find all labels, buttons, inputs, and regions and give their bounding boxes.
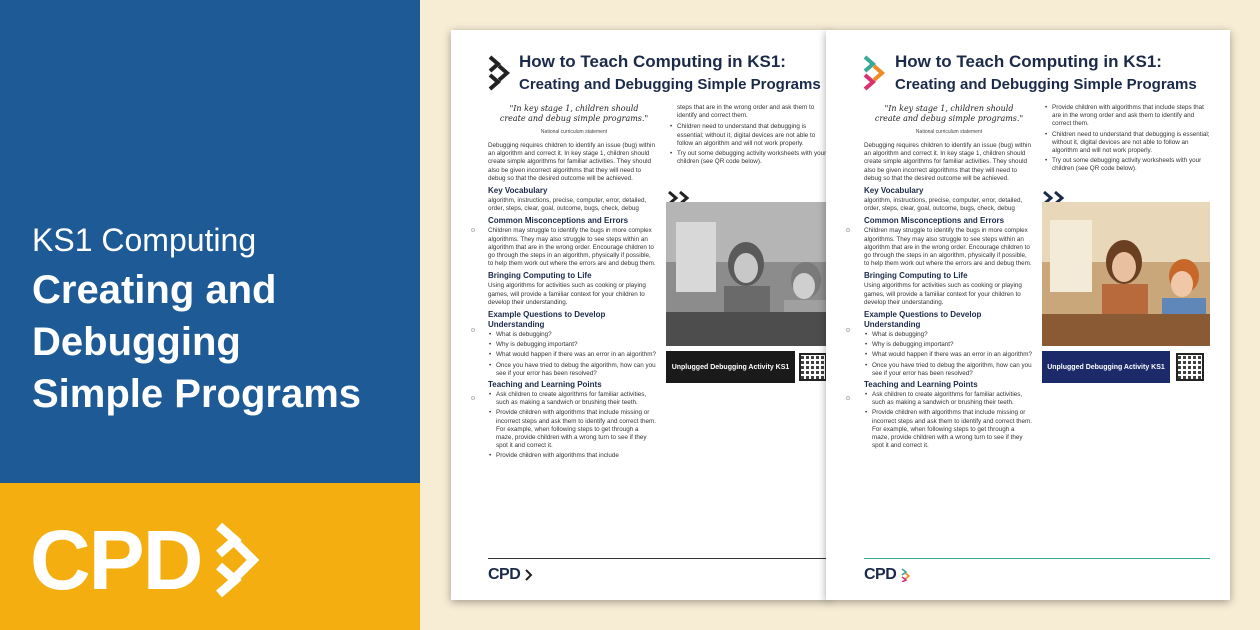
doc-subtitle: Creating and Debugging Simple Programs [519,76,821,93]
margin-marker [846,328,850,332]
list-item: • Provide children with algorithms that include missing or incorrect steps and ask them to identify and correct them. For example, when following steps to get through a maze, provide children with a wrong turn to see if they spot it and correct it. [864,409,1032,450]
list-item: • Ask children to create algorithms for familiar activities, such as making a sandwich or brushing their teeth. [864,391,1032,407]
questions-list [488,331,656,378]
hero-title-line-2: Debugging [32,320,241,364]
doc-title: How to Teach Computing in KS1: [895,52,1162,71]
life-text: Using algorithms for activities such as cooking or playing games, will provide a familiar context for your children to develop their understanding. [864,282,1022,306]
footer-divider [488,558,829,559]
qr-code-icon [1176,353,1204,381]
teaching-heading: Teaching and Learning Points [488,380,602,390]
list-item: • What would happen if there was an error in an algorithm? [488,351,656,359]
doc-left-column [488,142,656,463]
right-col-list [669,123,827,166]
quote-source: National curriculum statement [915,129,983,135]
misconceptions-heading: Common Misconceptions and Errors [864,216,1005,226]
misconceptions-heading: Common Misconceptions and Errors [488,216,629,226]
doc-right-column [669,104,827,168]
doc-chevrons-icon [487,54,513,92]
footer-chevron-icon [524,568,534,582]
hero-panel [0,0,420,483]
margin-marker [846,228,850,232]
margin-marker [471,328,475,332]
hero-title-line-1: Creating and [32,268,277,312]
quote-source: National curriculum statement [540,129,608,135]
hero-title-line-3: Simple Programs [32,372,362,416]
footer-divider [864,558,1210,559]
vocab-heading: Key Vocabulary [864,186,924,196]
life-heading: Bringing Computing to Life [488,271,592,281]
list-item: • What is debugging? [864,331,1032,339]
worksheet-preview-color [826,30,1230,600]
curriculum-quote: "In key stage 1, children should create and debug simple programs." [499,104,649,123]
list-item: • Children need to understand that debugging is essential; without it, digital devices are not able to follow an algorithm and will not work properly. [669,123,827,148]
right-col-text: steps that are in the wrong order and ask them to identify and correct them. [677,104,815,120]
list-item: • What is debugging? [488,331,656,339]
teaching-list [488,391,656,461]
margin-marker [471,396,475,400]
activity-banner: Unplugged Debugging Activity KS1 [1042,351,1170,383]
footer-logo: CPD [488,566,534,584]
list-item: • Why is debugging important? [488,341,656,349]
activity-banner: Unplugged Debugging Activity KS1 [666,351,795,383]
doc-left-column [864,142,1032,452]
questions-heading: Example Questions to Develop Understanding [864,310,982,330]
curriculum-quote: "In key stage 1, children should create and debug simple programs." [874,104,1024,123]
life-heading: Bringing Computing to Life [864,271,968,281]
footer-chevron-icon [900,568,910,582]
life-text: Using algorithms for activities such as cooking or playing games, will provide a familiar context for your children to develop their understanding. [488,282,646,306]
cpd-logo-text: CPD [30,513,202,607]
cpd-chevrons-icon [215,520,275,600]
list-item: • Try out some debugging activity worksheets with your children (see QR code below). [1044,157,1214,173]
worksheet-preview-grayscale [451,30,829,600]
vocab-text: algorithm, instructions, precise, computer, error, detailed, order, steps, clear, goal, outcome, bugs, check, debug [864,197,1023,213]
margin-marker [471,228,475,232]
footer-logo: CPD [864,566,910,584]
right-col-list [1044,104,1214,174]
questions-list [864,331,1032,378]
list-item: • Provide children with algorithms that include steps that are in the wrong order and ask them to identify and correct them. [1044,104,1214,129]
teacher-child-photo [666,202,829,346]
intro-text: Debugging requires children to identify an issue (bug) within an algorithm and correct it. In key stage 1, children should create simple algorithms for familiar activities. They should also be given incorrect algorithms that they will need to debug so that the desired outcome will be achieved. [488,142,655,182]
list-item: • Why is debugging important? [864,341,1032,349]
teaching-heading: Teaching and Learning Points [864,380,978,390]
doc-right-column [1044,104,1214,176]
logo-panel [0,483,420,630]
margin-marker [846,396,850,400]
hero-subtitle: KS1 Computing [32,222,257,258]
vocab-text: algorithm, instructions, precise, computer, error, detailed, order, steps, clear, goal, outcome, bugs, check, debug [488,197,647,213]
list-item: • Provide children with algorithms that include [488,452,656,460]
questions-heading: Example Questions to Develop Understanding [488,310,606,330]
list-item: • Ask children to create algorithms for familiar activities, such as making a sandwich or brushing their teeth. [488,391,656,407]
list-item: • Once you have tried to debug the algorithm, how can you see if your error has been resolved? [864,362,1032,378]
qr-code-icon [799,353,827,381]
list-item: • Children need to understand that debugging is essential; without it, digital devices are not able to follow an algorithm and will not work properly. [1044,131,1214,156]
list-item: • What would happen if there was an error in an algorithm? [864,351,1032,359]
intro-text: Debugging requires children to identify an issue (bug) within an algorithm and correct it. In key stage 1, children should create simple algorithms for familiar activities. They should also be given incorrect algorithms that they will need to debug so that the desired outcome will be achieved. [864,142,1031,182]
list-item: • Try out some debugging activity worksheets with your children (see QR code below). [669,150,827,166]
list-item: • Provide children with algorithms that include missing or incorrect steps and ask them to identify and correct them. For example, when following steps to get through a maze, provide children with a wrong turn to see if they spot it and correct it. [488,409,656,450]
vocab-heading: Key Vocabulary [488,186,548,196]
doc-title: How to Teach Computing in KS1: [519,52,786,71]
teacher-child-photo [1042,202,1210,346]
misconceptions-text: Children may struggle to identify the bugs in more complex algorithms. They may also struggle to see steps within an algorithm that are in the wrong order. Encourage children to go through the steps in an algorithm, physically if possible, to help them work out where the errors are and debug them. [488,227,656,268]
misconceptions-text: Children may struggle to identify the bugs in more complex algorithms. They may also struggle to see steps within an algorithm that are in the wrong order. Encourage children to go through the steps in an algorithm, physically if possible, to help them work out where the errors are and debug them. [864,227,1032,268]
list-item: • Once you have tried to debug the algorithm, how can you see if your error has been resolved? [488,362,656,378]
doc-chevrons-icon [862,54,888,92]
teaching-list [864,391,1032,450]
doc-subtitle: Creating and Debugging Simple Programs [895,76,1197,93]
